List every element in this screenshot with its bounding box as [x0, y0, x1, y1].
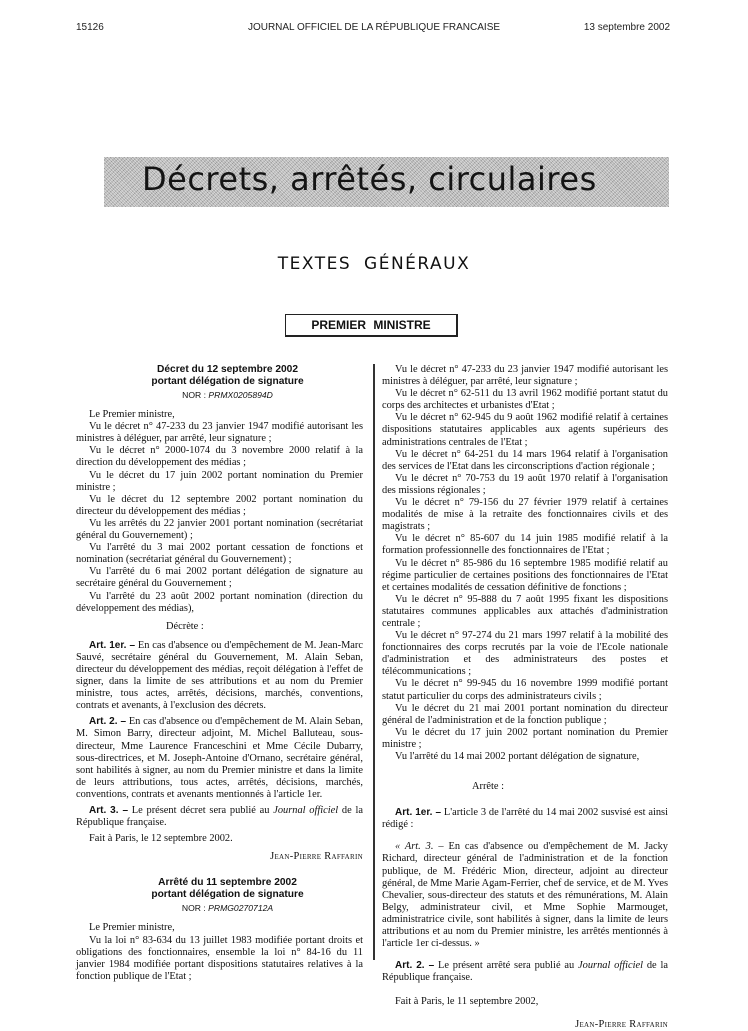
- article: [76, 716, 363, 801]
- arrete-nor: [92, 902, 363, 914]
- visa: Vu le décret n° 95-888 du 7 août 1995 fixant les dispositions statutaires communes applicables aux attachés d'administration centrale ;: [382, 593, 668, 629]
- preamble: Le Premier ministre,: [89, 409, 175, 421]
- decides: Arrête :: [472, 781, 505, 793]
- category-banner: [104, 157, 669, 207]
- article-text: Le présent décret sera publié au: [131, 805, 270, 816]
- arrete-title-line2: portant délégation de signature: [151, 888, 304, 900]
- visa: Vu le décret n° 47-233 du 23 janvier 1947 modifié autorisant les ministres à déléguer, par arrêté, leur signature ;: [76, 421, 363, 445]
- nor-code: PRMG0270712A: [208, 903, 274, 914]
- visa: Vu le décret n° 97-274 du 21 mars 1997 relatif à la mobilité des fonctionnaires des corps recrutés par la voie de l'Ecole nationale d'administration et des administrateurs des postes et télécommunications ;: [382, 630, 668, 678]
- arrete-title-line1: Arrêté du 11 septembre 2002: [158, 877, 297, 889]
- decret-title-line1: Décret du 12 septembre 2002: [157, 364, 298, 375]
- visa: Vu le décret n° 79-156 du 27 février 1979 relatif à certaines modalités de mise à la retraite des fonctionnaires civils et des magistrats ;: [382, 497, 668, 533]
- arrete-title: [92, 877, 363, 900]
- article-text: de la République française.: [382, 960, 668, 984]
- article-label: Art. 1er. –: [395, 807, 442, 819]
- visa: Vu le décret n° 47-233 du 23 janvier 1947 modifié autorisant les ministres à déléguer, par arrêté, leur signature ;: [382, 364, 668, 388]
- done-at: Fait à Paris, le 12 septembre 2002.: [89, 833, 233, 845]
- article-text: En cas d'absence ou d'empêchement de M. Alain Seban, M. Simon Barry, directeur adjoint, M. Michel Balluteau, sous-directeur, Mme Laurence Franceschini et Mme Cécile Dubarry, sous-directrices, et M. Joseph-Antoine d'Ornano, secrétaire général, sont habilités à signer, au nom du Premier ministre et dans la limite de leurs attributions, tous actes, arrêtés, décisions, marchés, conventions, contrats et avenants mentionnés à l'article 1er.: [76, 716, 364, 800]
- issue-date: 13 septembre 2002: [583, 22, 670, 33]
- banner-title: Décrets, arrêtés, circulaires: [142, 160, 597, 198]
- signature: Jean-Pierre Raffarin: [575, 1018, 668, 1030]
- article: [76, 805, 363, 829]
- journal-name: Journal officiel: [273, 805, 339, 816]
- signature: Jean-Pierre Raffarin: [270, 851, 363, 863]
- quoted-article: [382, 841, 668, 950]
- article-label: Art. 3. –: [89, 805, 129, 816]
- visa: Vu le décret n° 85-607 du 14 juin 1985 modifié relatif à la formation professionnelle des fonctionnaires de l'Etat ;: [382, 533, 668, 557]
- decret-nor: [92, 389, 363, 401]
- visa: Vu l'arrêté du 6 mai 2002 portant délégation de signature au secrétaire général du Gouvernement ;: [76, 566, 363, 590]
- done-at: Fait à Paris, le 11 septembre 2002,: [395, 996, 539, 1008]
- visa: Vu le décret n° 99-945 du 16 novembre 1999 modifié portant statut particulier du corps des administrateurs civils ;: [382, 678, 668, 702]
- visa: Vu le décret n° 70-753 du 19 août 1970 relatif à l'organisation des missions régionales ;: [382, 472, 668, 496]
- article-text: de la République française.: [76, 805, 363, 829]
- visa: Vu le décret n° 62-511 du 13 avril 1962 modifié portant statut du corps des architectes et urbanistes d'Etat ;: [382, 388, 668, 412]
- ministry-label: PREMIER MINISTRE: [311, 318, 431, 332]
- article-label: Art. 2. –: [89, 716, 127, 728]
- nor-label: NOR :: [181, 903, 206, 914]
- visa: Vu le décret n° 85-986 du 16 septembre 1985 modifié relatif au régime particulier de certaines positions des fonctionnaires de l'Etat et certaines modalités de cessation définitive de fonctions ;: [382, 557, 668, 593]
- article-text: En cas d'absence ou d'empêchement de M. Jean-Marc Sauvé, secrétaire général du Gouvernement, M. Alain Seban, directeur du développement des médias, reçoit délégation à l'effet de signer, dans la limite de ses attributions et au nom du Premier ministre, tous actes, arrêtés, décisions, marchés, conventions, contrats et avenants, à l'exclusion des décrets.: [76, 639, 363, 712]
- nor-label: NOR :: [182, 390, 206, 400]
- visa: Vu les arrêtés du 22 janvier 2001 portant nomination (secrétariat général du Gouvernement) ;: [76, 517, 363, 542]
- article-text: L'article 3 de l'arrêté du 14 mai 2002 susvisé est ainsi rédigé :: [382, 807, 668, 831]
- column-divider: [373, 364, 375, 960]
- page-number: 15126: [76, 22, 104, 33]
- journal-title: JOURNAL OFFICIEL DE LA RÉPUBLIQUE FRANCAISE: [247, 22, 501, 33]
- visa: Vu le décret n° 62-945 du 9 août 1962 modifié relatif à certaines dispositions statutaires applicables aux agents supérieurs des administrations centrales de l'Etat ;: [382, 412, 668, 448]
- visa: Vu l'arrêté du 23 août 2002 portant nomination (direction du développement des médias),: [76, 590, 363, 614]
- visa: Vu l'arrêté du 3 mai 2002 portant cessation de fonctions et nomination (secrétariat général du Gouvernement) ;: [76, 542, 363, 566]
- nor-code: PRMX0205894D: [208, 390, 273, 400]
- article-label: Art. 1er. –: [89, 639, 136, 651]
- journal-name: Journal officiel: [578, 960, 644, 972]
- decret-title: [92, 364, 363, 387]
- right-column: [382, 364, 668, 1031]
- quoted-label: « Art. 3.: [395, 841, 434, 853]
- preamble: Le Premier ministre,: [89, 922, 175, 934]
- article: [76, 640, 363, 713]
- visa: Vu le décret n° 64-251 du 14 mars 1964 relatif à l'organisation des services de l'Etat dans les circonscriptions d'action régionale ;: [382, 448, 668, 472]
- left-column: [76, 364, 363, 983]
- article: [382, 960, 668, 984]
- article-label: Art. 2. –: [395, 960, 435, 972]
- decret-title-line2: portant délégation de signature: [151, 375, 304, 387]
- quoted-text: – En cas d'absence ou d'empêchement de M. Jacky Richard, directeur général de l'administration et de la fonction publique, de M. Frédéric Mion, directeur, adjoint au directeur général, de Mme Marie Agam-Ferrier, chef de service, et de M. Yves Chevalier, sous-directeur des statuts et des rémunérations, M. Alain Belgy, administrateur civil, et Mme Sophie Marmouget, administratrice civile, sont habilités à signer, dans la limite de leurs attributions et au nom du Premier ministre, les arrêtés mentionnés à l'article 1er ci-dessus. »: [382, 841, 668, 950]
- visa: Vu le décret du 17 juin 2002 portant nomination du Premier ministre ;: [76, 469, 363, 493]
- decides: Décrète :: [166, 620, 204, 632]
- visa: Vu le décret du 17 juin 2002 portant nomination du Premier ministre ;: [382, 726, 668, 750]
- section-title: TEXTES GÉNÉRAUX: [277, 254, 471, 274]
- visa: Vu la loi n° 83-634 du 13 juillet 1983 modifiée portant droits et obligations des fonctionnaires, ensemble la loi n° 84-16 du 11 janvier 1984 modifiée portant dispositions statutaires relatives à la fonction publique de l'Etat ;: [76, 934, 363, 982]
- visa: Vu l'arrêté du 14 mai 2002 portant délégation de signature,: [395, 751, 640, 762]
- article: [382, 807, 668, 831]
- visa: Vu le décret du 12 septembre 2002 portant nomination du directeur du développement des médias ;: [76, 493, 363, 517]
- visa: Vu le décret n° 2000-1074 du 3 novembre 2000 relatif à la direction du développement des médias ;: [76, 445, 363, 469]
- article-text: Le présent arrêté sera publié au: [437, 960, 575, 972]
- ministry-box: [285, 314, 458, 337]
- visa: Vu le décret du 21 mai 2001 portant nomination du directeur général de l'administration et de la fonction publique ;: [382, 702, 668, 726]
